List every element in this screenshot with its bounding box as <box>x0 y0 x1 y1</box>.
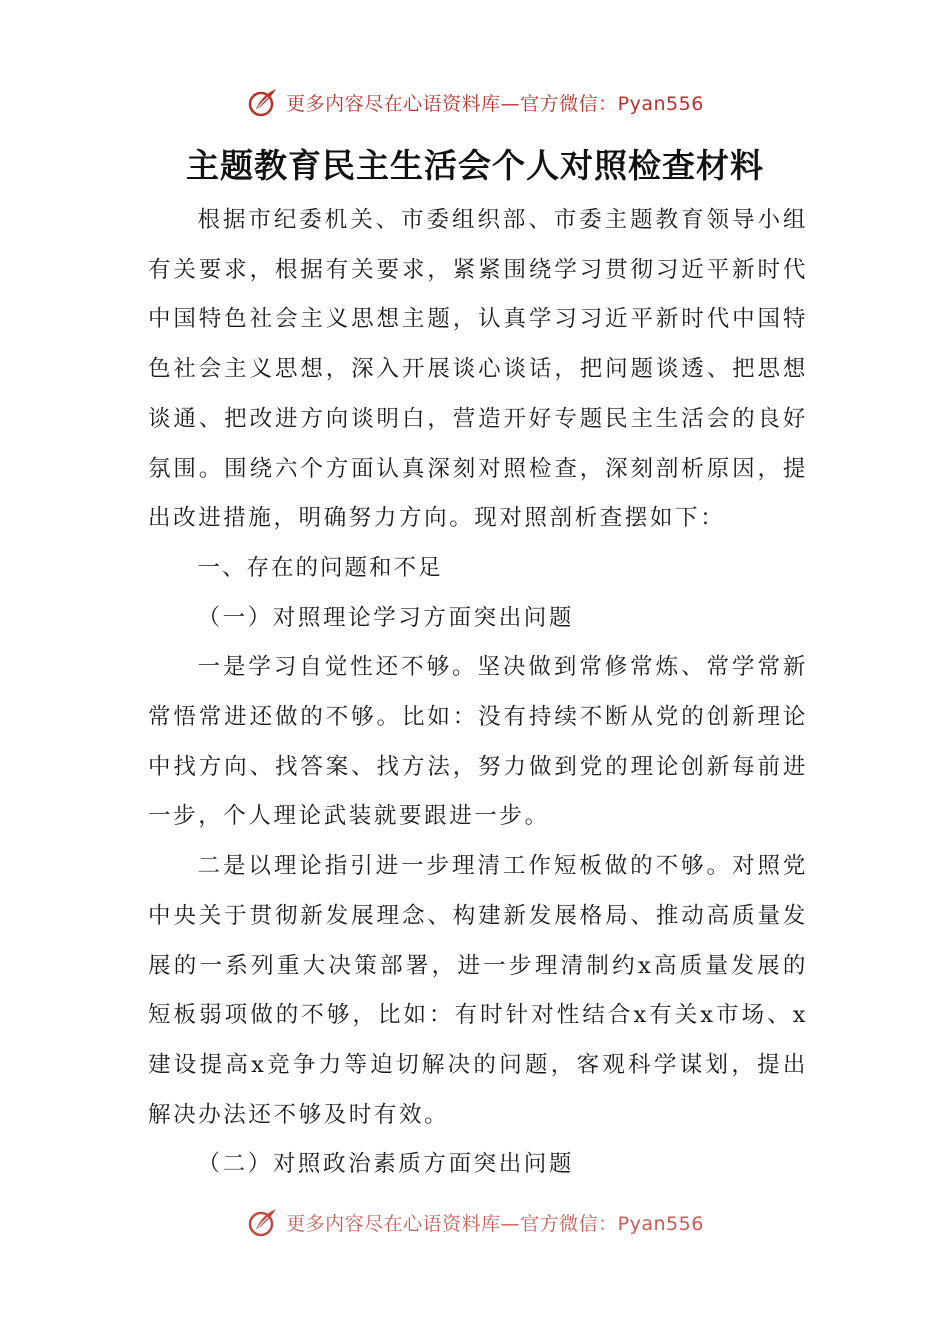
subsection-heading-theory: （一）对照理论学习方面突出问题 <box>197 604 575 631</box>
feather-circle-logo-icon <box>246 1205 280 1239</box>
watermark-text: 更多内容尽在心语资料库—官方微信：Pyan556 <box>286 1212 704 1235</box>
subsection-heading-political: （二）对照政治素质方面突出问题 <box>197 1151 575 1178</box>
document-title: 主题教育民主生活会个人对照检查材料 <box>186 146 764 185</box>
paragraph-study-consciousness: 一是学习自觉性还不够。坚决做到常修常炼、常学常新常悟常进还做的不够。比如：没有持续不断从党的创新理论中找方向、找答案、找方法，努力做到党的理论创新每前进一步，个人理论武装就要跟进一步。 <box>148 654 808 830</box>
feather-circle-logo-icon <box>246 85 280 119</box>
document-body <box>148 196 808 1190</box>
section-heading-problems: 一、存在的问题和不足 <box>197 554 443 581</box>
watermark-text: 更多内容尽在心语资料库—官方微信：Pyan556 <box>286 92 704 115</box>
watermark-footer <box>0 1202 950 1242</box>
intro-paragraph: 根据市纪委机关、市委组织部、市委主题教育领导小组有关要求，根据有关要求，紧紧围绕学习贯彻习近平新时代中国特色社会主义思想主题，认真学习习近平新时代中国特色社会主义思想，深入开展谈心谈话，把问题谈透、把思想谈通、把改进方向谈明白，营造开好专题民主生活会的良好氛围。围绕六个方面认真深刻对照检查，深刻剖析原因，提出改进措施，明确努力方向。现对照剖析查摆如下： <box>148 207 808 532</box>
watermark-header <box>0 82 950 122</box>
paragraph-work-shortcomings: 二是以理论指引进一步理清工作短板做的不够。对照党中央关于贯彻新发展理念、构建新发展格局、推动高质量发展的一系列重大决策部署，进一步理清制约x高质量发展的短板弱项做的不够，比如：有时针对性结合x有关x市场、x建设提高x竞争力等迫切解决的问题，客观科学谋划，提出解决办法还不够及时有效。 <box>148 853 808 1128</box>
